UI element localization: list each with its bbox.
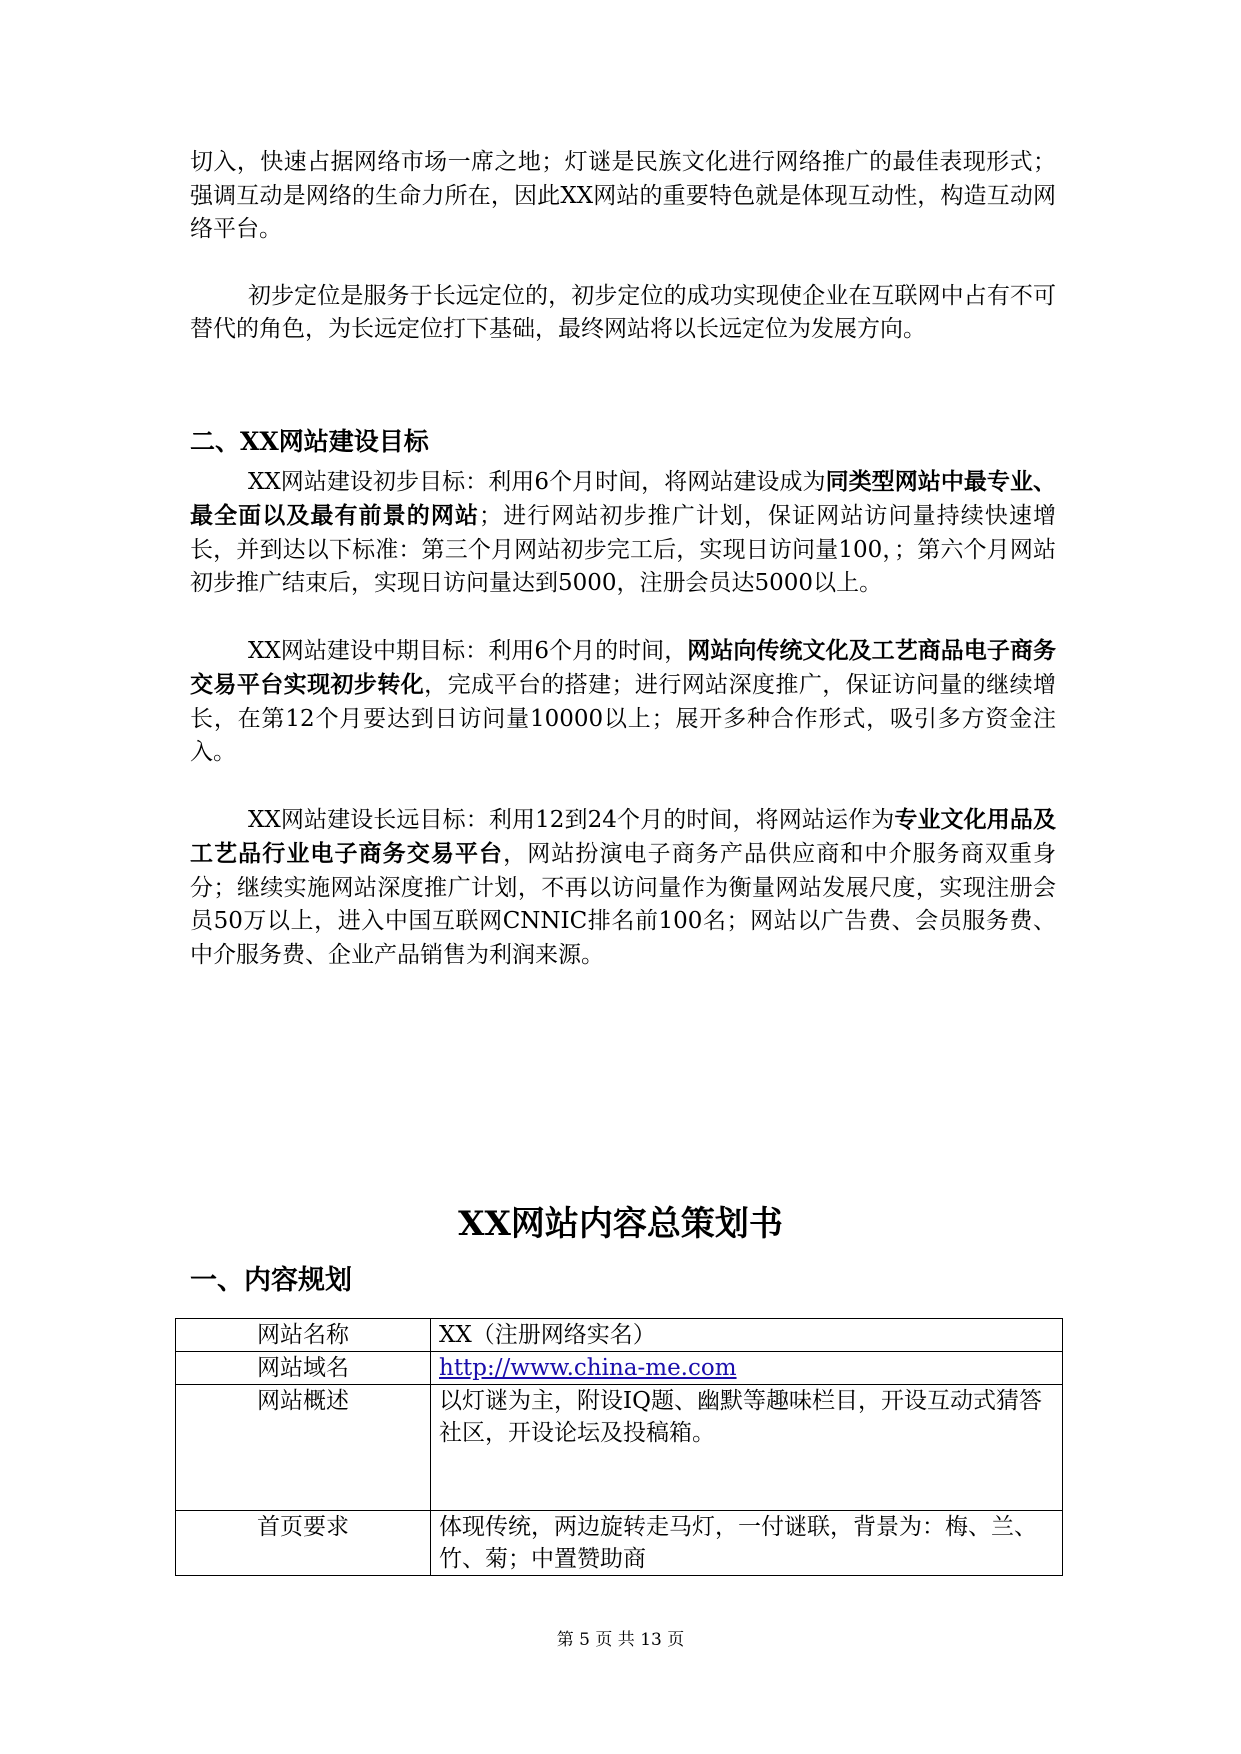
goal-mid-rest: ，完成平台的搭建；进行网站深度推广，保证访问量的继续增长，在第12个月要达到日访问量10000以上；展开多种合作形式，吸引多方资金注入。 (190, 672, 1057, 765)
table-value: XX（注册网络实名） (431, 1319, 1063, 1352)
goal-initial-rest: ；进行网站初步推广计划，保证网站访问量持续快速增长，并到达以下标准：第三个月网站初步完工后，实现日访问量100，；第六个月网站初步推广结束后，实现日访问量达到5000，注册会员达5000以上。 (190, 503, 1057, 596)
goal-mid-emphasis: 网站向传统文化及工艺商品电子商务交易平台实现初步转化 (190, 636, 1056, 698)
table-row (176, 1511, 1063, 1576)
table-key: 首页要求 (176, 1511, 431, 1576)
content-plan-table (175, 1318, 1063, 1576)
goal-long-lead: XX网站建设长远目标：利用12到24个月的时间，将网站运作为 (248, 806, 895, 833)
table-value-cell (431, 1352, 1063, 1385)
table-key: 网站概述 (176, 1385, 431, 1511)
goal-long-paragraph (190, 803, 1056, 973)
goal-mid-paragraph (190, 634, 1056, 770)
page-footer: 第 5 页 共 13 页 (556, 1630, 685, 1650)
intro-paragraph-1: 切入，快速占据网络市场一席之地；灯谜是民族文化进行网络推广的最佳表现形式；强调互动是网络的生命力所在，因此XX网站的重要特色就是体现互动性，构造互动网络平台。 (190, 149, 1056, 242)
goal-mid-lead: XX网站建设中期目标：利用6个月的时间， (248, 637, 688, 664)
domain-link[interactable]: http://www.china-me.com (439, 1355, 737, 1381)
table-value: 以灯谜为主，附设IQ题、幽默等趣味栏目，开设互动式猜答社区，开设论坛及投稿箱。 (431, 1385, 1063, 1511)
goal-long-rest: ，网站扮演电子商务产品供应商和中介服务商双重身分；继续实施网站深度推广计划，不再以访问量作为衡量网站发展尺度，实现注册会员50万以上，进入中国互联网CNNIC排名前100名；网站以广告费、会员服务费、中介服务费、企业产品销售为利润来源。 (190, 841, 1057, 968)
goal-long-emphasis: 专业文化用品及工艺品行业电子商务交易平台 (190, 805, 1057, 867)
goal-initial-lead: XX网站建设初步目标：利用6个月时间，将网站建设成为 (248, 468, 826, 495)
document-title: XX网站内容总策划书 (458, 1204, 783, 1244)
table-row (176, 1319, 1063, 1352)
table-key: 网站域名 (176, 1352, 431, 1385)
goal-initial-paragraph (190, 465, 1056, 601)
table-value: 体现传统，两边旋转走马灯，一付谜联，背景为：梅、兰、竹、菊；中置赞助商 (431, 1511, 1063, 1576)
table-row (176, 1352, 1063, 1385)
table-row (176, 1385, 1063, 1511)
intro-paragraph-2: 初步定位是服务于长远定位的，初步定位的成功实现使企业在互联网中占有不可替代的角色，为长远定位打下基础，最终网站将以长远定位为发展方向。 (190, 282, 1056, 342)
section-heading-content-plan: 一、内容规划 (190, 1265, 352, 1296)
table-key: 网站名称 (176, 1319, 431, 1352)
goal-initial-emphasis: 同类型网站中最专业、最全面以及最有前景的网站 (190, 467, 1057, 529)
section-heading-goals: 二、XX网站建设目标 (190, 426, 429, 456)
page-content (190, 146, 1056, 972)
